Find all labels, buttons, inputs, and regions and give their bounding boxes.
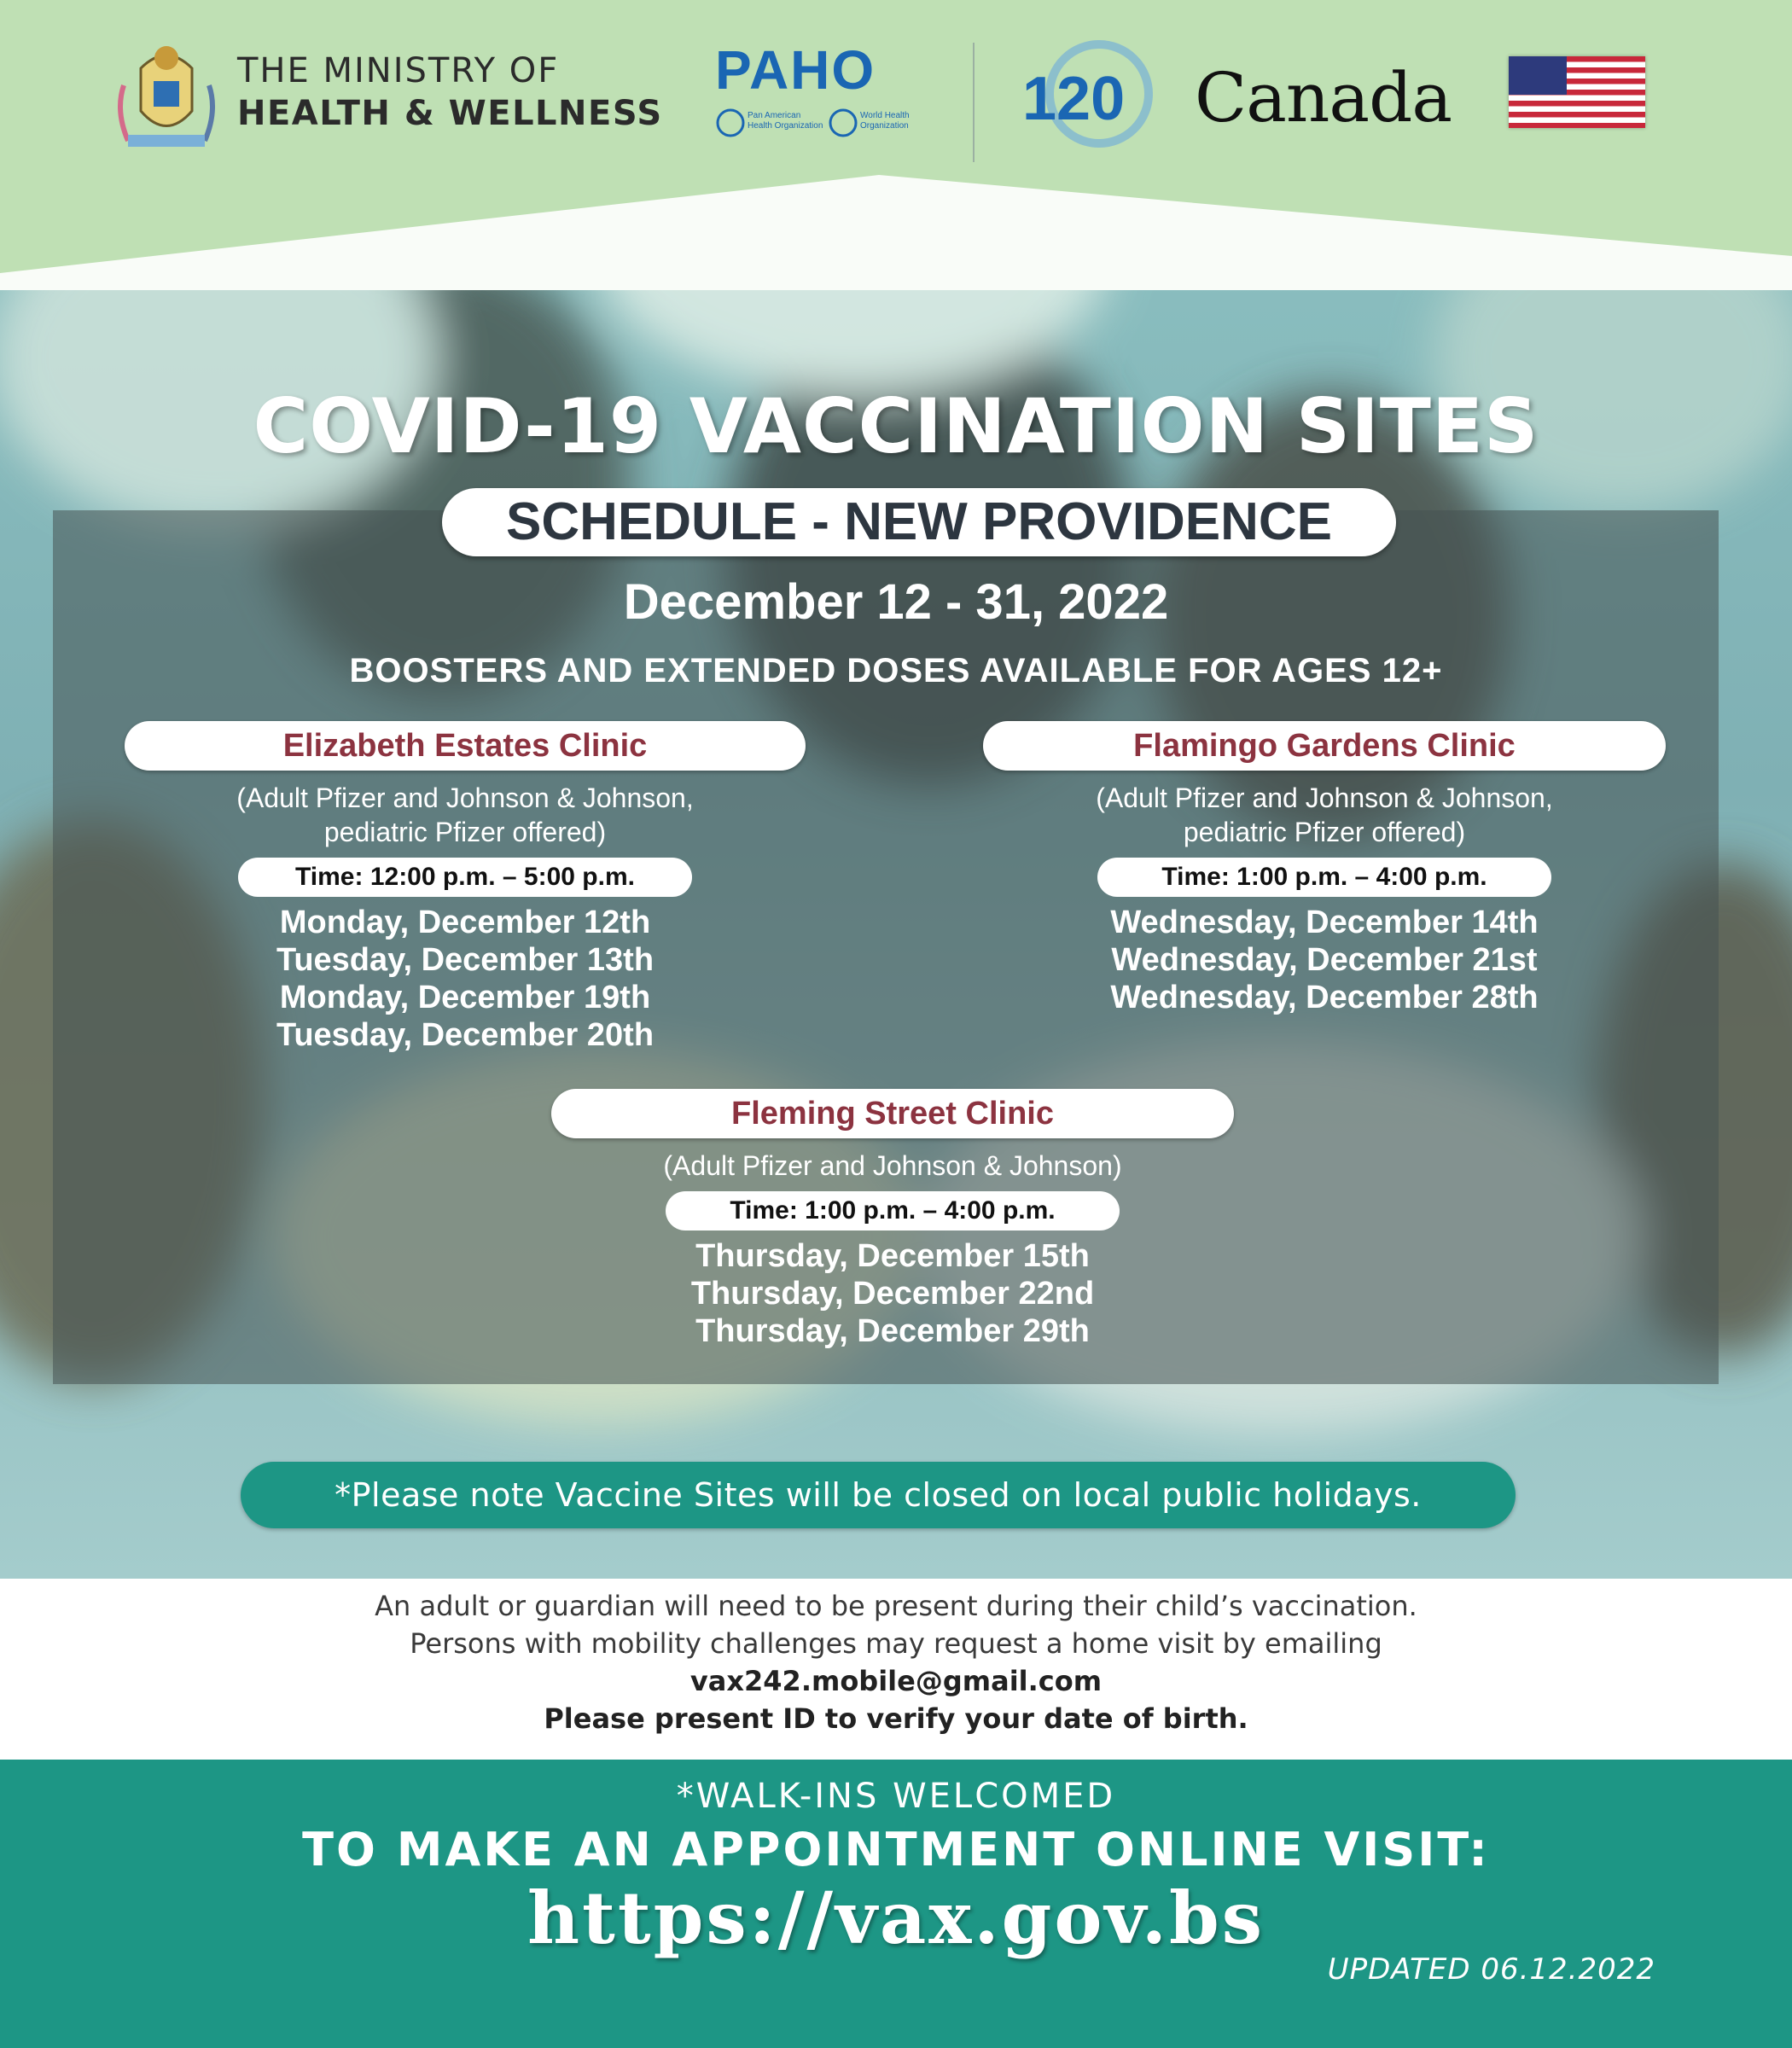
clinic-time: Time: 1:00 p.m. – 4:00 p.m.: [666, 1191, 1120, 1231]
clinic-day: Wednesday, December 14th: [1110, 905, 1539, 940]
clinic-offer-line1: (Adult Pfizer and Johnson & Johnson): [663, 1150, 1122, 1181]
clinic-offer-line1: (Adult Pfizer and Johnson & Johnson,: [236, 783, 694, 813]
page-title: COVID-19 VACCINATION SITES: [253, 382, 1539, 470]
us-flag-icon: [1509, 56, 1645, 128]
bahamas-coat-of-arms-logo: [111, 34, 222, 154]
boosters-note: BOOSTERS AND EXTENDED DOSES AVAILABLE FOR AGES 12+: [349, 652, 1443, 689]
paho-sub-left: Pan American Health Organization: [748, 111, 823, 131]
clinic-day: Monday, December 12th: [279, 905, 651, 940]
appointment-url-link[interactable]: https://vax.gov.bs: [527, 1876, 1265, 1960]
clinic-name: Flamingo Gardens Clinic: [983, 721, 1666, 771]
appointment-heading: TO MAKE AN APPOINTMENT ONLINE VISIT:: [302, 1823, 1490, 1876]
paho-120-number: 120: [1022, 65, 1126, 133]
clinic-day: Monday, December 19th: [279, 980, 651, 1015]
ministry-line2: HEALTH & WELLNESS: [237, 94, 663, 133]
clinic-offer-line2: pediatric Pfizer offered): [323, 817, 607, 847]
clinic-fleming-street: [551, 1089, 1234, 1350]
footer-band: [0, 1760, 1792, 2048]
clinic-name: Fleming Street Clinic: [551, 1089, 1234, 1138]
contact-email-link[interactable]: vax242.mobile@gmail.com: [689, 1665, 1103, 1697]
walkins-note: *WALK-INS WELCOMED: [676, 1777, 1116, 1816]
logo-divider: [973, 43, 975, 162]
clinic-day: Thursday, December 29th: [695, 1313, 1090, 1349]
updated-date: UPDATED 06.12.2022: [1327, 1952, 1655, 1987]
clinic-day: Wednesday, December 21st: [1111, 942, 1538, 978]
id-requirement-note: Please present ID to verify your date of birth.: [544, 1702, 1248, 1735]
clinic-elizabeth-estates: [125, 721, 806, 1054]
date-range: December 12 - 31, 2022: [623, 574, 1169, 630]
guardian-note: An adult or guardian will need to be present during their child’s vaccination.: [375, 1590, 1417, 1622]
clinic-time: Time: 12:00 p.m. – 5:00 p.m.: [238, 858, 692, 897]
clinic-time: Time: 1:00 p.m. – 4:00 p.m.: [1097, 858, 1551, 897]
ministry-name: [237, 49, 663, 135]
info-section: [0, 1579, 1792, 1758]
ministry-line1: THE MINISTRY OF: [237, 51, 560, 90]
clinic-day: Thursday, December 22nd: [690, 1276, 1095, 1312]
paho-120-anniversary-logo: [997, 34, 1159, 162]
clinic-offer-line2: pediatric Pfizer offered): [1183, 817, 1466, 847]
header-band: [0, 0, 1792, 290]
clinic-day: Tuesday, December 13th: [276, 942, 655, 978]
schedule-label: SCHEDULE - NEW PROVIDENCE: [442, 488, 1396, 556]
clinic-offer-line1: (Adult Pfizer and Johnson & Johnson,: [1096, 783, 1553, 813]
clinic-day: Thursday, December 15th: [695, 1238, 1090, 1274]
clinic-name: Elizabeth Estates Clinic: [125, 721, 806, 771]
paho-logo: [715, 39, 939, 162]
holiday-closure-note: *Please note Vaccine Sites will be closed on local public holidays.: [241, 1462, 1516, 1528]
clinic-flamingo-gardens: [983, 721, 1666, 1016]
clinic-day: Tuesday, December 20th: [276, 1017, 655, 1053]
home-visit-note: Persons with mobility challenges may request a home visit by emailing: [410, 1627, 1382, 1660]
canada-wordmark: Canada: [1195, 58, 1452, 137]
paho-wordmark: PAHO: [715, 39, 876, 101]
paho-sub-right: World Health Organization: [860, 111, 910, 131]
clinic-day: Wednesday, December 28th: [1110, 980, 1539, 1015]
